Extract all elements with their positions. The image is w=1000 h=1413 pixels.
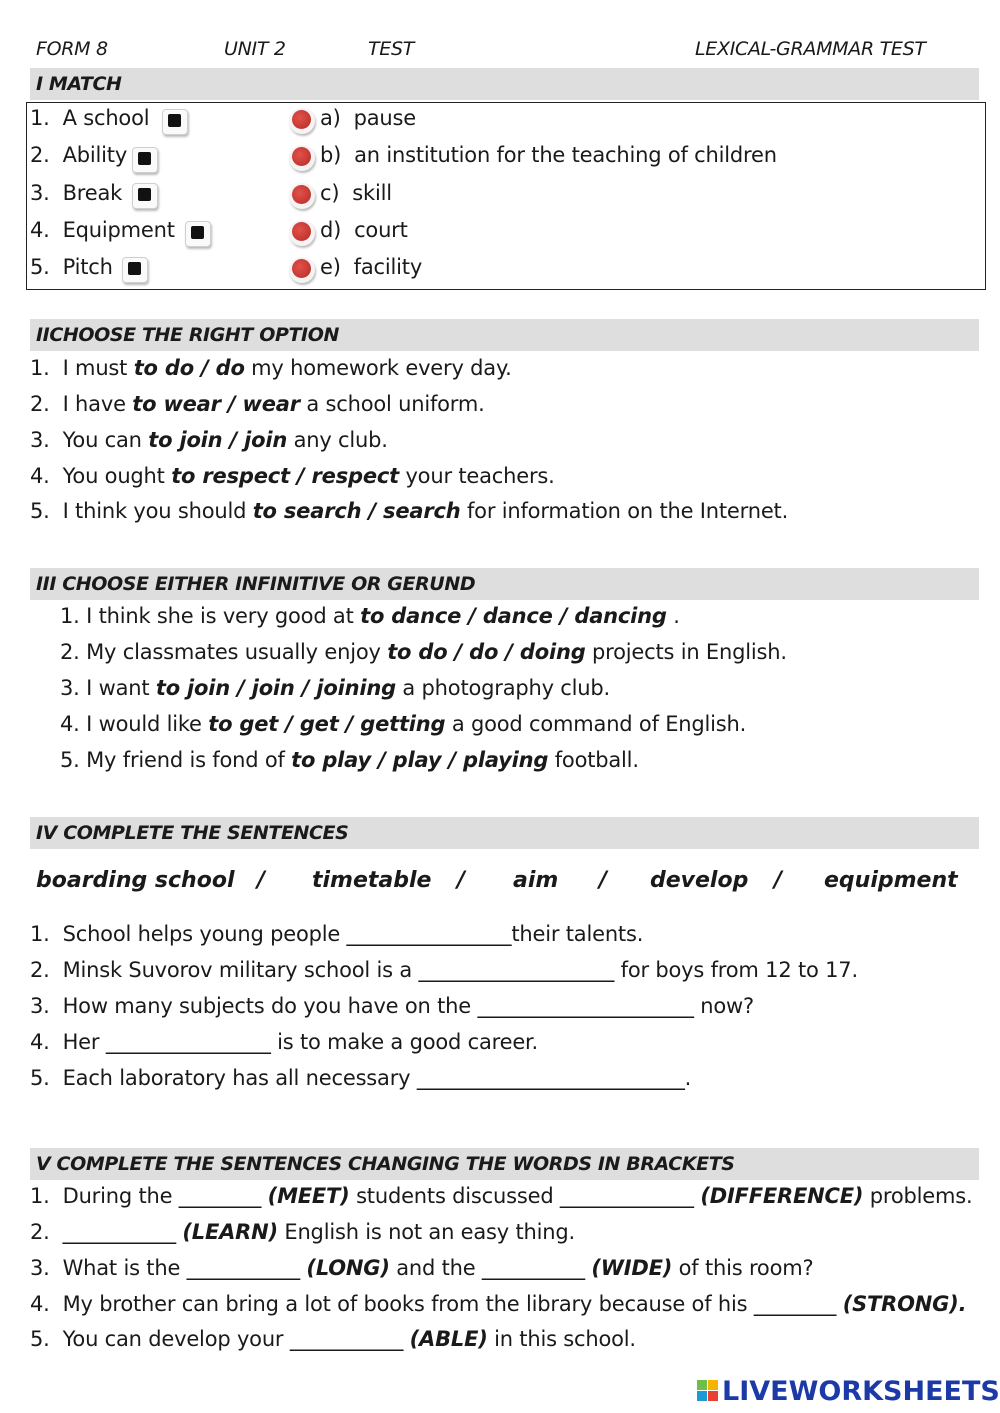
word-bank-separator: / (774, 868, 783, 893)
match-left-item: 2. Ability (30, 143, 128, 167)
gerund-item: 4. I would like to get / get / getting a good command of English. (60, 712, 747, 736)
word-bank-separator: / (257, 868, 266, 893)
header-test: TEST (368, 38, 415, 60)
change-item[interactable]: 1. During the ________ (MEET) students discussed _____________ (DIFFERENCE) problems. (30, 1184, 973, 1208)
liveworksheets-logo (697, 1376, 1000, 1407)
section-1-title: I MATCH (36, 73, 122, 95)
logo-badge-icon (697, 1380, 719, 1402)
option-choice[interactable]: to dance / dance / dancing (360, 604, 667, 628)
logo-text: LIVEWORKSHEETS (722, 1376, 1000, 1407)
section-5-band (30, 1148, 979, 1180)
header-test-type: LEXICAL-GRAMMAR TEST (695, 38, 926, 60)
match-left-item: 1. A school (30, 106, 150, 130)
gerund-item: 2. My classmates usually enjoy to do / do / doing projects in English. (60, 640, 787, 664)
option-choice[interactable]: to get / get / getting (208, 712, 446, 736)
match-right-item: b) an institution for the teaching of children (320, 143, 777, 167)
choose-item: 3. You can to join / join any club. (30, 428, 388, 452)
match-connector-handle[interactable] (132, 183, 158, 209)
word-bank-item: develop (650, 868, 749, 893)
option-choice[interactable]: to search / search (252, 499, 461, 523)
match-right-item: c) skill (320, 181, 392, 205)
match-target-dot[interactable] (289, 257, 315, 283)
match-connector-handle[interactable] (162, 109, 188, 135)
change-item[interactable]: 5. You can develop your ___________ (ABLE) in this school. (30, 1327, 636, 1351)
section-3-band (30, 568, 979, 600)
option-choice[interactable]: to play / play / playing (291, 748, 549, 772)
change-item[interactable]: 4. My brother can bring a lot of books from the library because of his ________ (STRONG). (30, 1292, 967, 1316)
choose-item: 2. I have to wear / wear a school uniform. (30, 392, 485, 416)
complete-item[interactable]: 1. School helps young people ________________their talents. (30, 922, 644, 946)
section-2-title: IICHOOSE THE RIGHT OPTION (36, 324, 339, 346)
gerund-item: 5. My friend is fond of to play / play / playing football. (60, 748, 639, 772)
match-right-item: e) facility (320, 255, 423, 279)
match-target-dot[interactable] (289, 220, 315, 246)
option-choice[interactable]: to join / join / joining (155, 676, 396, 700)
option-choice[interactable]: to join / join (148, 428, 288, 452)
header-form: FORM 8 (36, 38, 108, 60)
option-choice[interactable]: to wear / wear (132, 392, 300, 416)
gerund-item: 1. I think she is very good at to dance / dance / dancing . (60, 604, 680, 628)
header-unit: UNIT 2 (224, 38, 286, 60)
match-connector-handle[interactable] (132, 147, 158, 173)
word-bank-separator: / (457, 868, 466, 893)
change-item[interactable]: 3. What is the ___________ (LONG) and the __________ (WIDE) of this room? (30, 1256, 814, 1280)
word-bank-item: equipment (824, 868, 958, 893)
option-choice[interactable]: to do / do (133, 356, 245, 380)
match-connector-handle[interactable] (185, 221, 211, 247)
choose-item: 5. I think you should to search / search for information on the Internet. (30, 499, 789, 523)
match-target-dot[interactable] (289, 108, 315, 134)
gerund-item: 3. I want to join / join / joining a photography club. (60, 676, 610, 700)
option-choice[interactable]: to respect / respect (171, 464, 399, 488)
match-target-dot[interactable] (289, 183, 315, 209)
complete-item[interactable]: 3. How many subjects do you have on the _____________________ now? (30, 994, 754, 1018)
match-target-dot[interactable] (289, 145, 315, 171)
section-4-title: IV COMPLETE THE SENTENCES (36, 822, 349, 844)
match-left-item: 3. Break (30, 181, 123, 205)
match-right-item: a) pause (320, 106, 416, 130)
choose-item: 4. You ought to respect / respect your teachers. (30, 464, 555, 488)
match-left-item: 4. Equipment (30, 218, 175, 242)
match-connector-handle[interactable] (122, 257, 148, 283)
word-bank-item: boarding school (36, 868, 235, 893)
word-bank-item: timetable (312, 868, 432, 893)
word-bank-item: aim (513, 868, 559, 893)
complete-item[interactable]: 2. Minsk Suvorov military school is a ___________________ for boys from 12 to 17. (30, 958, 858, 982)
match-right-item: d) court (320, 218, 408, 242)
section-1-band (30, 68, 979, 100)
change-item[interactable]: 2. ___________ (LEARN) English is not an easy thing. (30, 1220, 575, 1244)
option-choice[interactable]: to do / do / doing (387, 640, 586, 664)
word-bank-separator: / (599, 868, 608, 893)
choose-item: 1. I must to do / do my homework every day. (30, 356, 512, 380)
complete-item[interactable]: 4. Her ________________ is to make a good career. (30, 1030, 539, 1054)
section-5-title: V COMPLETE THE SENTENCES CHANGING THE WORDS IN BRACKETS (36, 1153, 735, 1175)
section-3-title: III CHOOSE EITHER INFINITIVE OR GERUND (36, 573, 476, 595)
section-2-band (30, 319, 979, 351)
section-4-band (30, 817, 979, 849)
match-left-item: 5. Pitch (30, 255, 113, 279)
complete-item[interactable]: 5. Each laboratory has all necessary __________________________. (30, 1066, 692, 1090)
